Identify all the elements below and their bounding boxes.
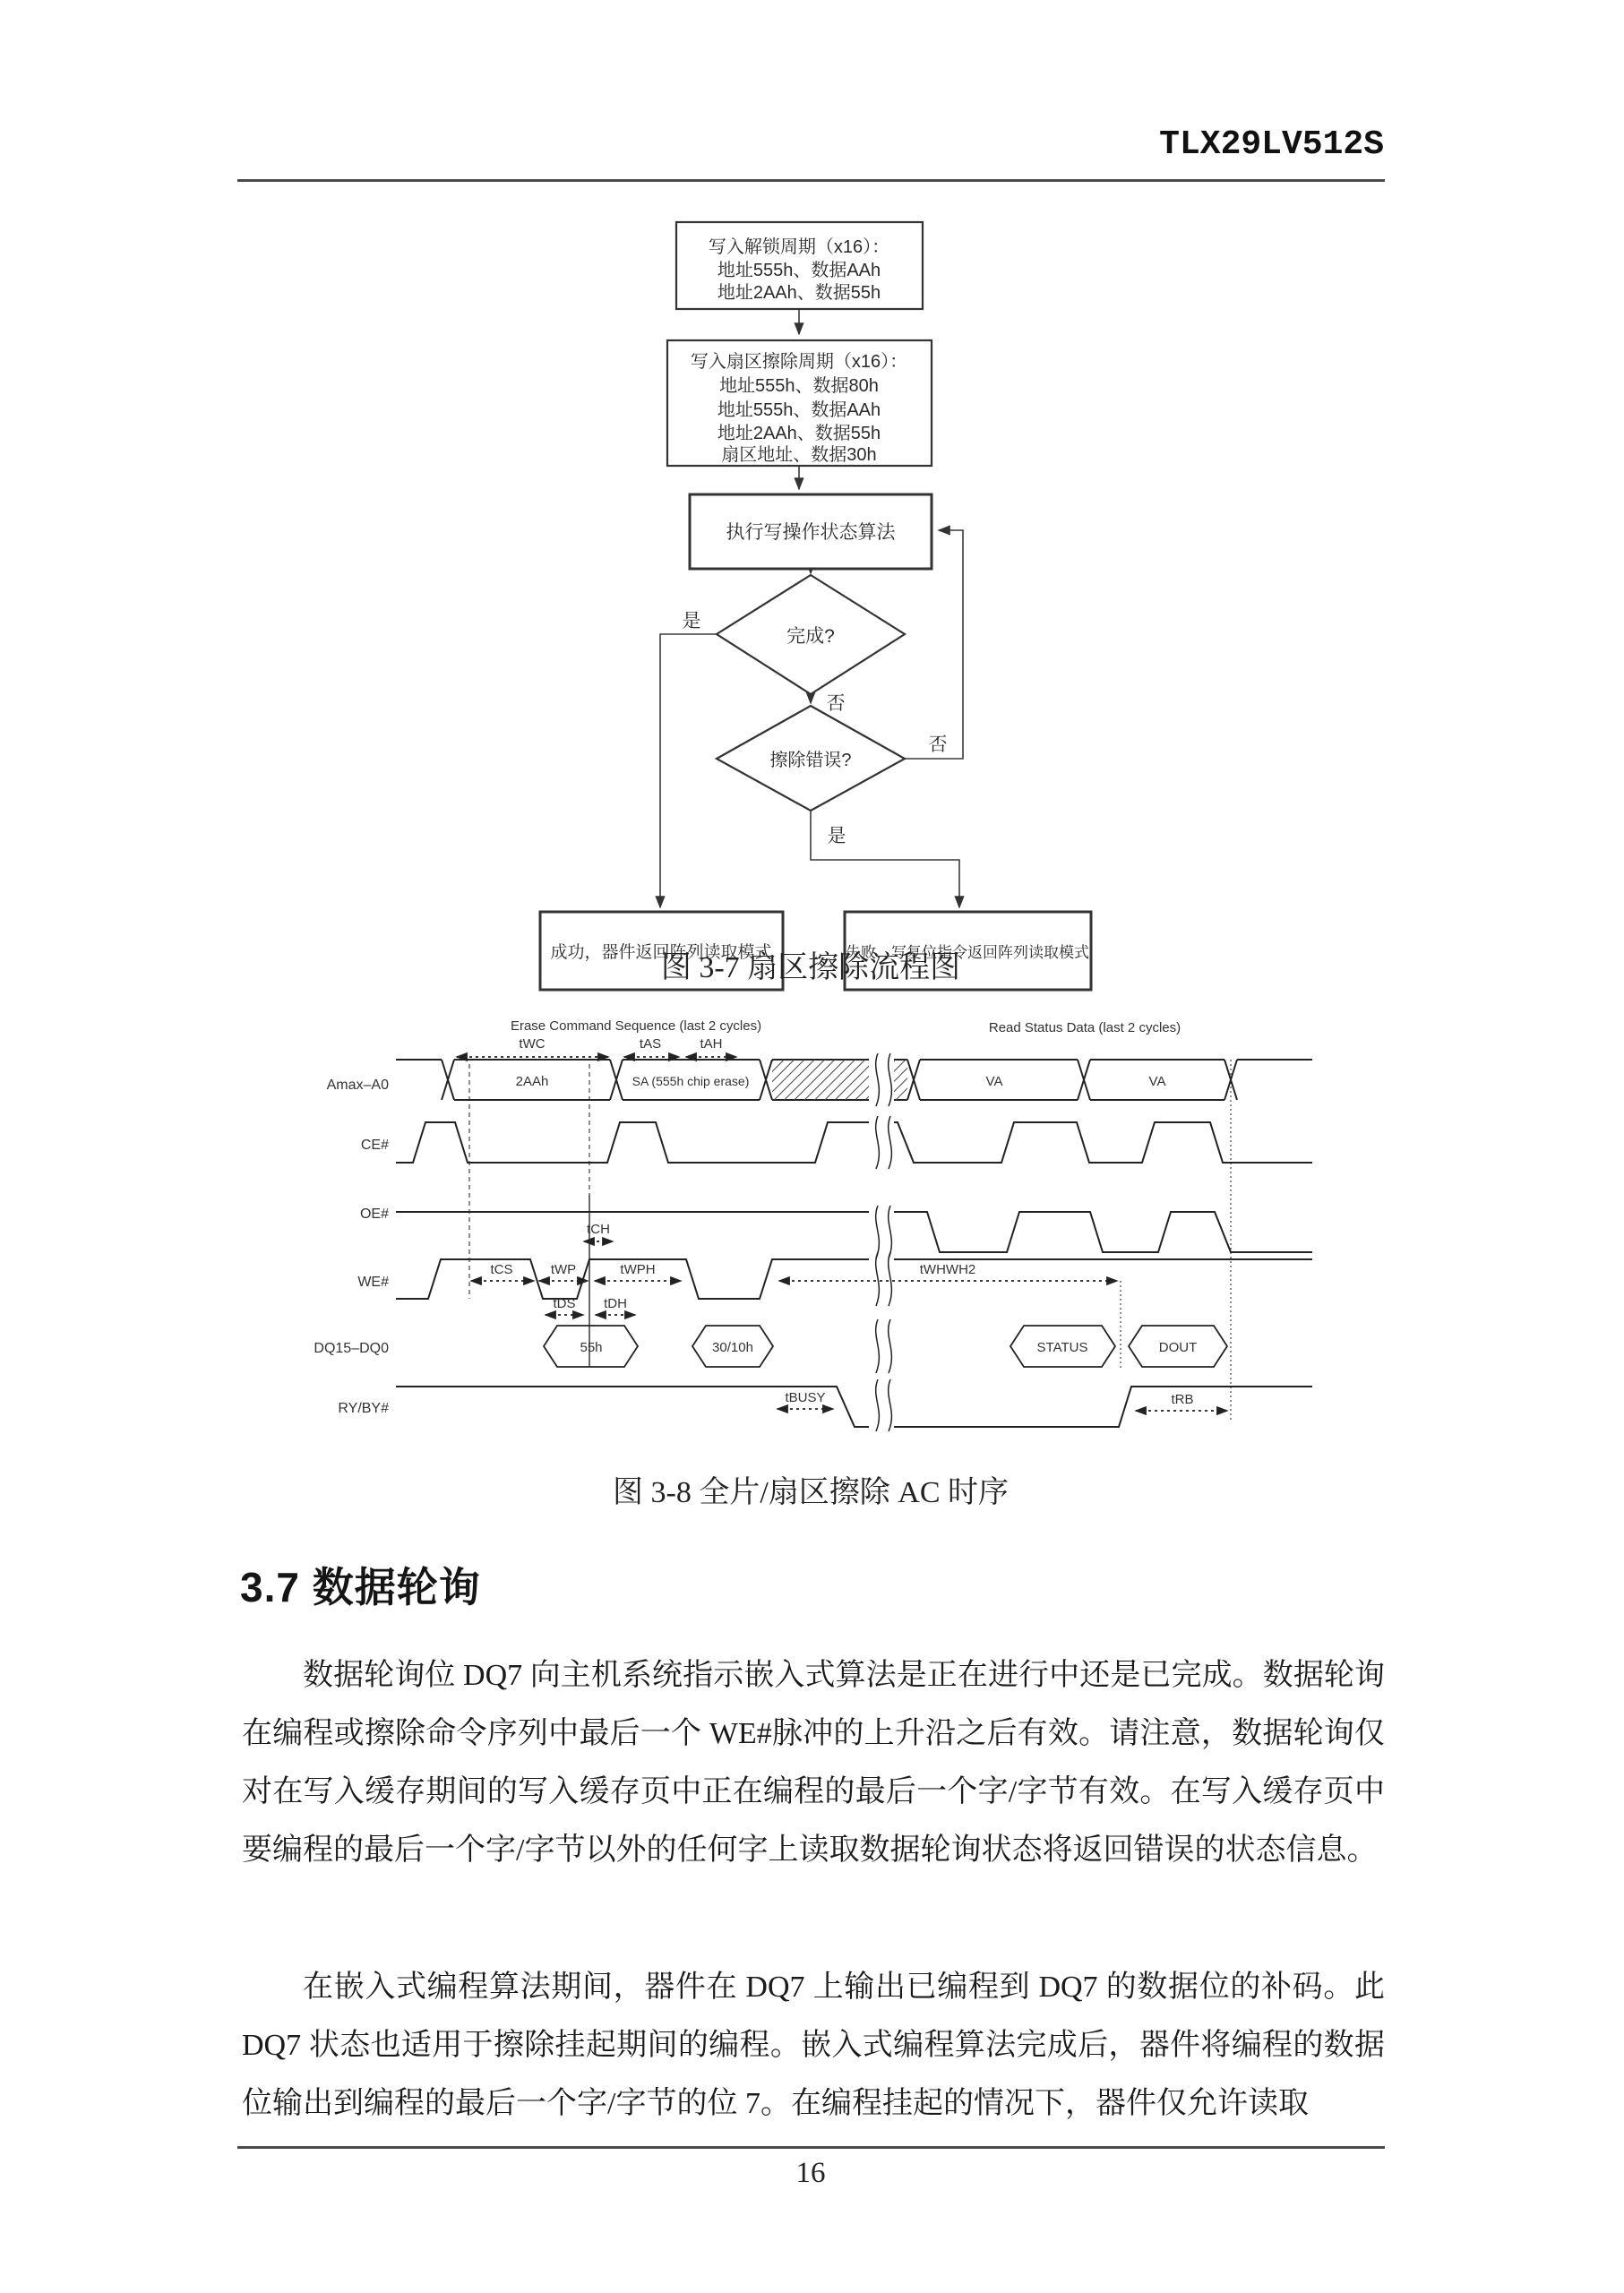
signal-label-ce: CE# xyxy=(360,1138,389,1153)
tch-label: tCH xyxy=(587,1222,610,1237)
timing-arrows xyxy=(457,1057,1227,1411)
flow-label-yes-down: 是 xyxy=(827,826,846,846)
signal-label-dq: DQ15–DQ0 xyxy=(314,1341,389,1356)
tah-label: tAH xyxy=(700,1036,723,1052)
flow-box-success-label: 成功，器件返回阵列读取模式 xyxy=(550,943,772,962)
flow-box-unlock-line3: 地址2AAh、数据55h xyxy=(717,283,881,303)
twhwh2-label: tWHWH2 xyxy=(919,1262,976,1277)
twp-label: tWP xyxy=(550,1262,577,1277)
dq-value-30-10h: 30/10h xyxy=(712,1340,753,1355)
break-marks xyxy=(876,1053,892,1431)
flow-box-erase-line4: 地址2AAh、数据55h xyxy=(717,424,881,443)
flow-box-erase-line1: 写入扇区擦除周期（x16）： xyxy=(690,352,908,372)
twph-label: tWPH xyxy=(620,1262,656,1277)
read-status-title: Read Status Data (last 2 cycles) xyxy=(988,1020,1181,1035)
addr-value-va1: VA xyxy=(985,1074,1003,1089)
page-header-title: TLX29LV512S xyxy=(1159,125,1384,164)
tds-label: tDS xyxy=(553,1296,576,1311)
section-heading: 3.7 数据轮询 xyxy=(240,1564,481,1610)
ce-waveform xyxy=(396,1122,1312,1163)
dq-waveform xyxy=(544,1326,1227,1367)
erase-sequence-title: Erase Command Sequence (last 2 cycles) xyxy=(510,1018,762,1034)
header-rule xyxy=(237,179,1385,182)
tas-label: tAS xyxy=(639,1036,662,1052)
addr-value-sa: SA (555h chip erase) xyxy=(632,1074,750,1088)
dq-value-55h: 55h xyxy=(580,1340,603,1355)
tdh-label: tDH xyxy=(604,1296,627,1311)
signal-label-ry: RY/BY# xyxy=(338,1401,389,1416)
figure-3-8-caption: 图 3-8 全片/扇区擦除 AC 时序 xyxy=(613,1476,1009,1509)
tbusy-label: tBUSY xyxy=(785,1390,826,1405)
addr-value-va2: VA xyxy=(1148,1074,1166,1089)
tcs-label: tCS xyxy=(490,1262,513,1277)
flow-diamond-done-label: 完成? xyxy=(786,626,835,647)
flow-diamond-error-label: 擦除错误? xyxy=(769,751,852,770)
figure-3-7-caption: 图 3-7 扇区擦除流程图 xyxy=(660,951,961,984)
we-waveform xyxy=(396,1259,1312,1299)
dq-value-dout: DOUT xyxy=(1158,1340,1198,1355)
flow-box-fail-label: 失败，写复位指令返回阵列读取模式 xyxy=(846,944,1089,961)
footer-rule xyxy=(237,2146,1385,2149)
oe-waveform xyxy=(396,1212,1312,1252)
flow-box-unlock-line1: 写入解锁周期（x16）： xyxy=(708,237,890,257)
addr-dont-care-hatch-1 xyxy=(772,1060,869,1100)
flow-box-erase-line2: 地址555h、数据80h xyxy=(719,376,879,396)
flow-label-no-right: 否 xyxy=(928,734,948,755)
signal-label-oe: OE# xyxy=(359,1207,389,1222)
twc-label: tWC xyxy=(519,1036,546,1052)
flow-line-yes-to-success xyxy=(660,634,717,907)
body-paragraph-2: 在嵌入式编程算法期间，器件在 DQ7 上输出已编程到 DQ7 的数据位的补码。此 DQ7 状态也适用于擦除挂起期间的编程。嵌入式编程算法完成后，器件将编程的数据位输出到编程的最后一个字/字节的位 7。在编程挂起的情况下，器件仅允许读取 xyxy=(242,1971,1385,2120)
flow-box-erase-line3: 地址555h、数据AAh xyxy=(717,400,881,420)
addr-value-2aah: 2AAh xyxy=(515,1074,549,1089)
flow-box-unlock-line2: 地址555h、数据AAh xyxy=(717,261,881,280)
flow-box-poll-label: 执行写操作状态算法 xyxy=(726,522,896,543)
addr-dont-care-hatch-2 xyxy=(894,1060,907,1100)
page-number: 16 xyxy=(795,2157,826,2189)
signal-label-addr: Amax–A0 xyxy=(326,1078,389,1093)
sector-erase-flowchart xyxy=(537,215,1093,1003)
trb-label: tRB xyxy=(1171,1392,1194,1407)
dq-value-status: STATUS xyxy=(1036,1340,1088,1355)
flow-box-erase-line5: 扇区地址、数据30h xyxy=(721,445,877,465)
body-paragraph-1: 数据轮询位 DQ7 向主机系统指示嵌入式算法是正在进行中还是已完成。数据轮询在编程或擦除命令序列中最后一个 WE#脉冲的上升沿之后有效。请注意，数据轮询仅对在写入缓存期间的写入缓存页中正在编程的最后一个字/字节有效。在写入缓存页中要编程的最后一个字/字节以外的任何字上读取数据轮询状态将返回错误的状态信息。 xyxy=(242,1659,1385,1867)
flow-label-yes-left: 是 xyxy=(682,611,701,631)
flow-label-no-down: 否 xyxy=(826,693,846,714)
signal-label-we: WE# xyxy=(357,1275,389,1290)
erase-ac-timing-diagram xyxy=(296,1010,1335,1442)
